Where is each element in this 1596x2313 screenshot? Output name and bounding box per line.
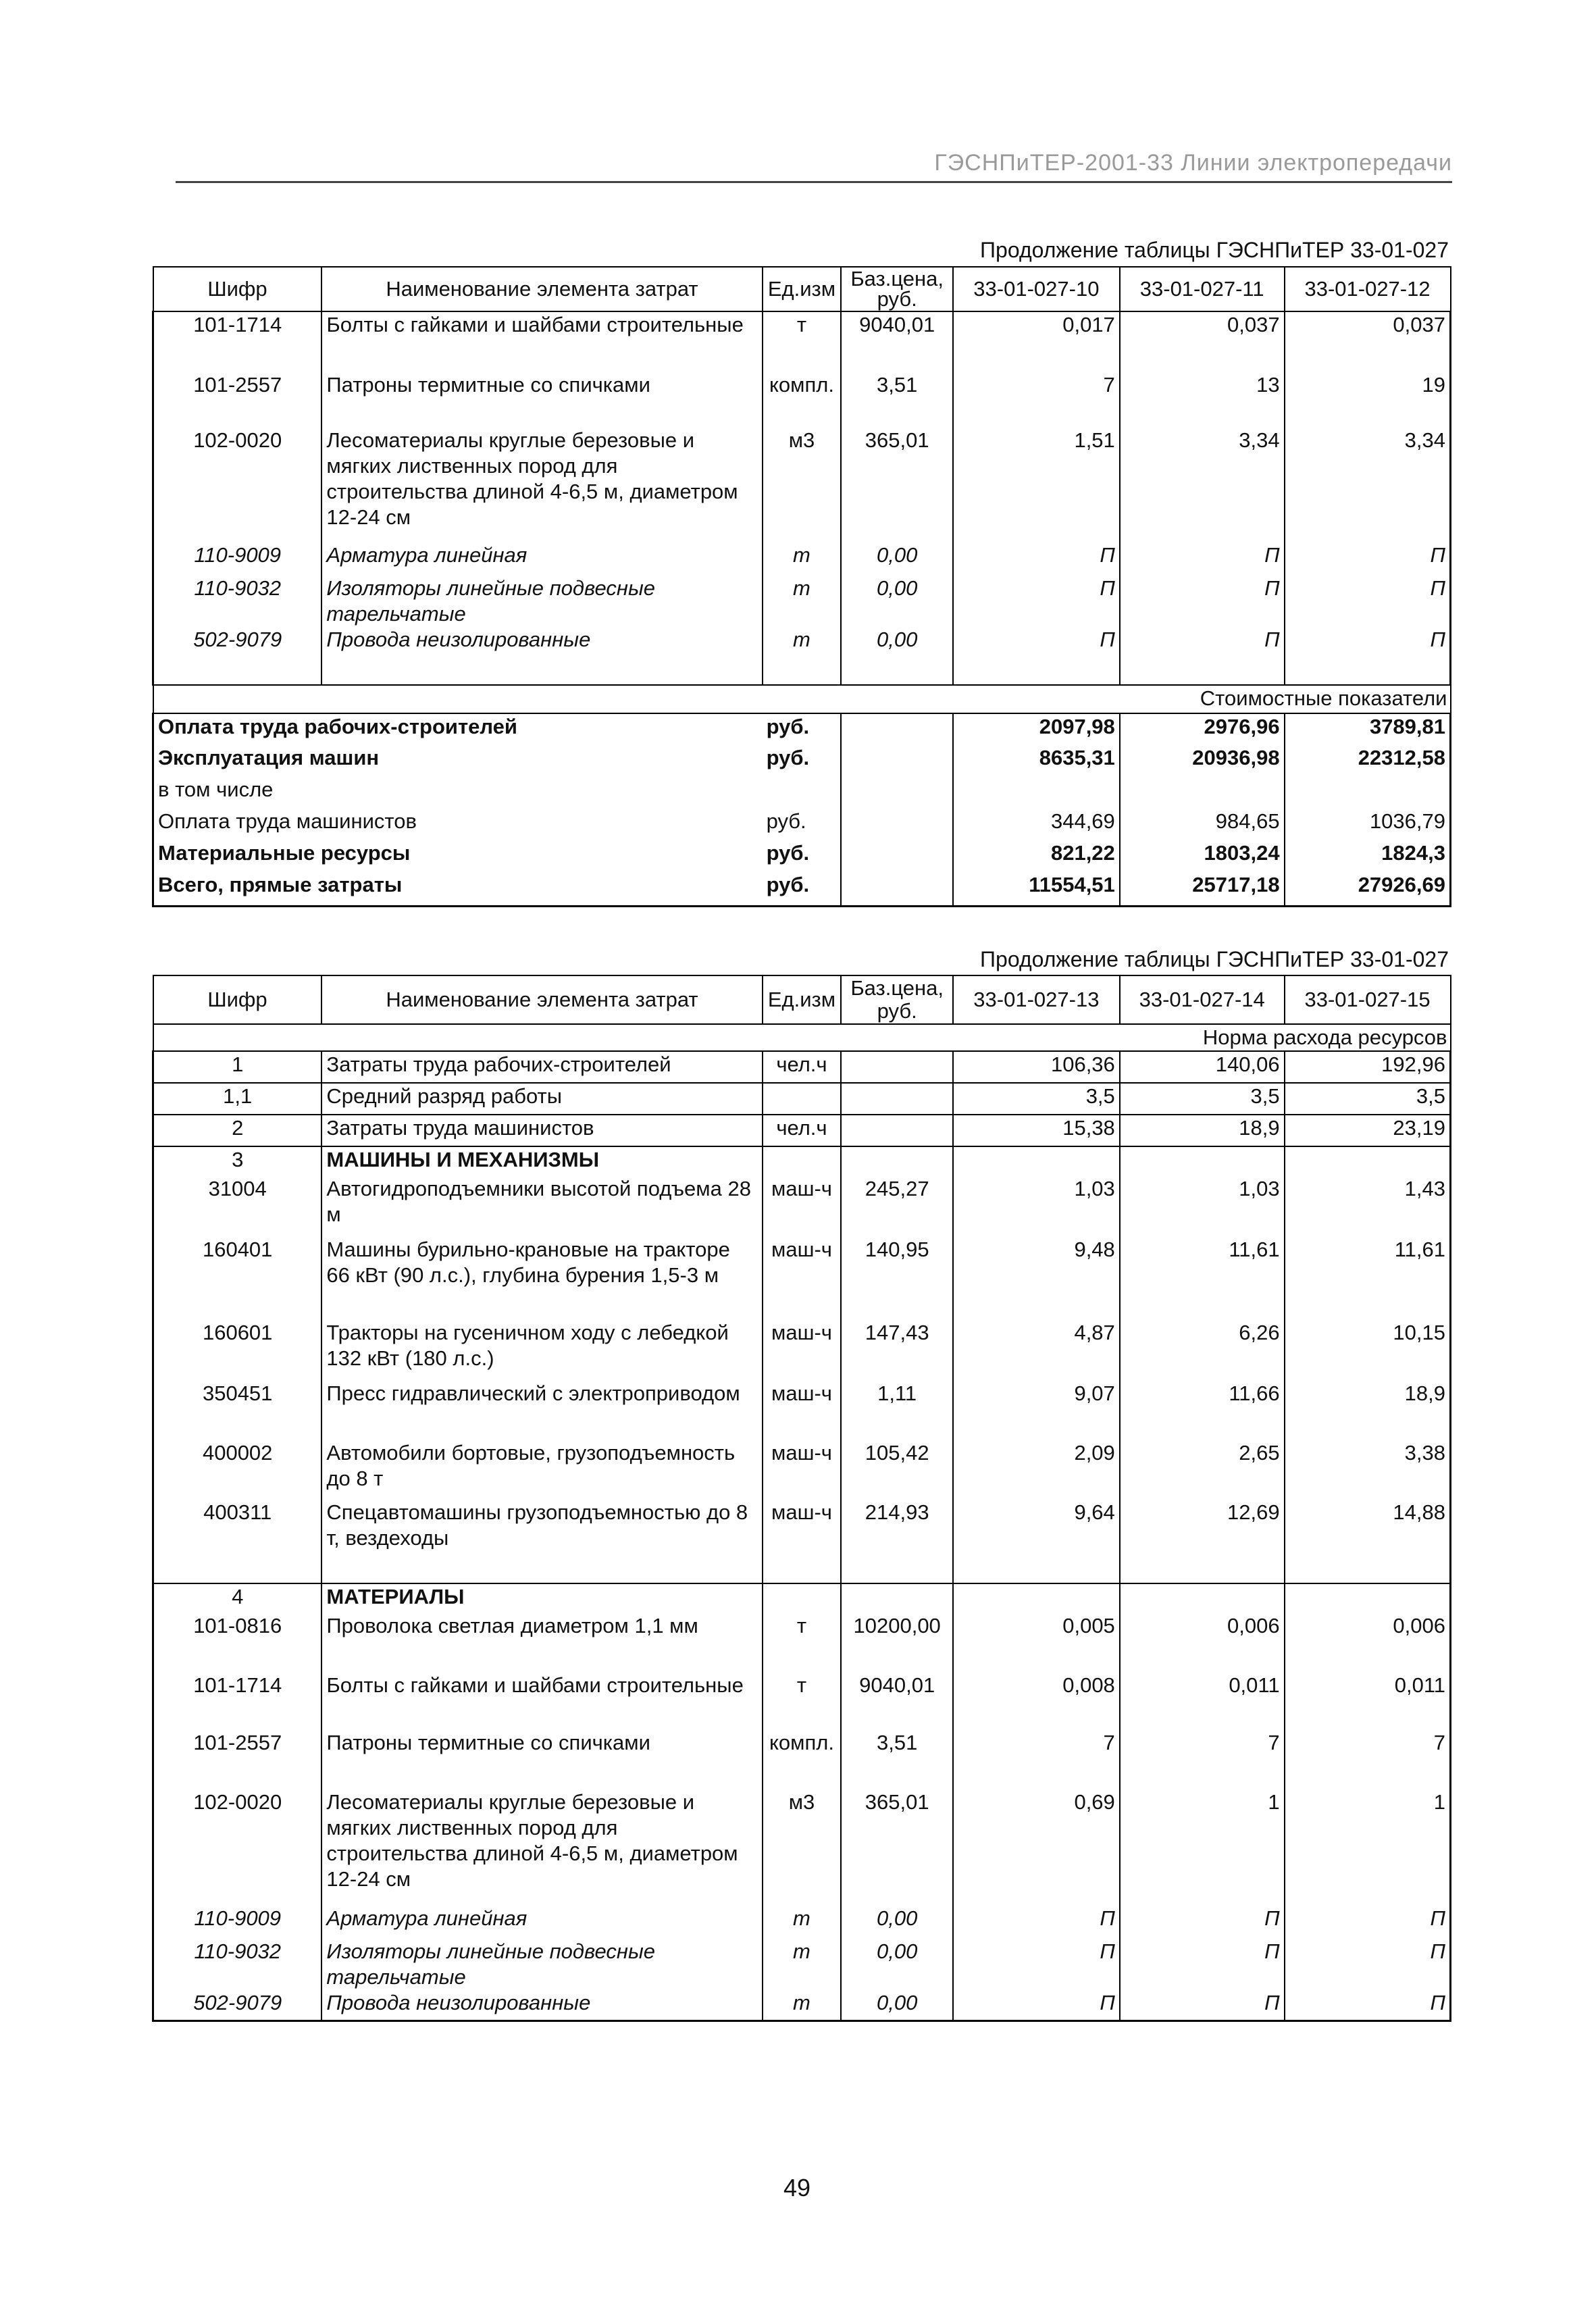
resource-code: 102-0020 <box>153 1789 322 1906</box>
resource-code: 350451 <box>153 1381 322 1440</box>
table-row <box>153 1237 1451 1320</box>
resource-name: Лесоматериалы круглые березовые и мягких лиственных пород для строительства длиной 4-6,5 м, диаметром 12-24 см <box>321 428 762 542</box>
value-col-3: 18,9 <box>1285 1381 1451 1440</box>
materials-group-row <box>153 1583 1451 1613</box>
value-col-3: 14,88 <box>1285 1500 1451 1583</box>
cost-value-3: 1824,3 <box>1285 840 1451 872</box>
value-col-2: 18,9 <box>1120 1115 1285 1146</box>
col-header-1: 33-01-027-10 <box>953 267 1120 311</box>
resource-unit: чел.ч <box>763 1051 842 1083</box>
value-col-1: 9,48 <box>953 1237 1120 1320</box>
value-col-1: П <box>953 576 1120 627</box>
table2-header-row <box>153 975 1451 1024</box>
value-col-3: П <box>1285 627 1451 685</box>
value-col-2: П <box>1120 542 1285 576</box>
cost-value-2: 2976,96 <box>1120 713 1285 745</box>
table-row <box>153 372 1451 428</box>
value-col-2: П <box>1120 1990 1285 2020</box>
cost-value-2: 984,65 <box>1120 809 1285 840</box>
resource-name: Провода неизолированные <box>321 627 762 685</box>
resource-unit: т <box>763 1990 842 2020</box>
value-col-3: 0,037 <box>1285 311 1451 372</box>
value-col-2: 0,011 <box>1120 1673 1285 1730</box>
cost-label: в том числе <box>153 777 763 809</box>
cost-value-3 <box>1285 777 1451 809</box>
resource-unit: компл. <box>763 372 842 428</box>
resource-name: Арматура линейная <box>321 542 762 576</box>
cost-value-2: 25717,18 <box>1120 872 1285 906</box>
empty-cell <box>841 745 953 777</box>
cost-row <box>153 872 1451 906</box>
table-row <box>153 1115 1451 1146</box>
empty-cell <box>953 1146 1120 1176</box>
value-col-2: П <box>1120 576 1285 627</box>
resource-price: 140,95 <box>841 1237 953 1320</box>
resource-code: 1 <box>153 1051 322 1083</box>
resource-price: 365,01 <box>841 428 953 542</box>
resource-code: 502-9079 <box>153 627 322 685</box>
value-col-1: 7 <box>953 372 1120 428</box>
resource-price: 9040,01 <box>841 311 953 372</box>
col-code-header: Шифр <box>153 975 322 1024</box>
empty-cell <box>763 1146 842 1176</box>
resource-unit: т <box>763 1613 842 1673</box>
cost-value-1: 344,69 <box>953 809 1120 840</box>
table-row <box>153 1990 1451 2020</box>
value-col-2: 11,61 <box>1120 1237 1285 1320</box>
resource-price: 245,27 <box>841 1176 953 1237</box>
value-col-2: П <box>1120 627 1285 685</box>
resource-unit: маш-ч <box>763 1500 842 1583</box>
table-row <box>153 1673 1451 1730</box>
col-header-3: 33-01-027-15 <box>1285 975 1451 1024</box>
table1-header-row <box>153 267 1451 311</box>
col-header-2: 33-01-027-14 <box>1120 975 1285 1024</box>
value-col-1: 7 <box>953 1730 1120 1789</box>
resource-name: Тракторы на гусеничном ходу с лебедкой 132 кВт (180 л.с.) <box>321 1320 762 1381</box>
value-col-1: 1,03 <box>953 1176 1120 1237</box>
table-row <box>153 1500 1451 1583</box>
resource-unit: т <box>763 1906 842 1939</box>
group-code: 4 <box>153 1583 322 1613</box>
cost-value-2 <box>1120 777 1285 809</box>
value-col-3: 11,61 <box>1285 1237 1451 1320</box>
resource-price: 0,00 <box>841 627 953 685</box>
resource-name: Пресс гидравлический с электроприводом <box>321 1381 762 1440</box>
resource-code: 101-2557 <box>153 1730 322 1789</box>
cost-unit <box>763 777 842 809</box>
cost-label: Всего, прямые затраты <box>153 872 763 906</box>
value-col-1: 0,017 <box>953 311 1120 372</box>
group-title: МАТЕРИАЛЫ <box>321 1583 762 1613</box>
value-col-1: 0,008 <box>953 1673 1120 1730</box>
cost-row <box>153 713 1451 745</box>
cost-row <box>153 777 1451 809</box>
resource-price: 9040,01 <box>841 1673 953 1730</box>
resource-code: 1,1 <box>153 1083 322 1115</box>
value-col-1: 4,87 <box>953 1320 1120 1381</box>
resource-price <box>841 1051 953 1083</box>
resource-price: 1,11 <box>841 1381 953 1440</box>
resource-name: Машины бурильно-крановые на тракторе 66 кВт (90 л.с.), глубина бурения 1,5-3 м <box>321 1237 762 1320</box>
cost-unit: руб. <box>763 745 842 777</box>
resource-price: 365,01 <box>841 1789 953 1906</box>
norm-section-row <box>153 1024 1451 1051</box>
resource-code: 160401 <box>153 1237 322 1320</box>
resource-name: Патроны термитные со спичками <box>321 1730 762 1789</box>
empty-cell <box>841 1583 953 1613</box>
table1 <box>152 266 1451 907</box>
value-col-3: П <box>1285 542 1451 576</box>
table-row <box>153 1789 1451 1906</box>
value-col-1: 0,005 <box>953 1613 1120 1673</box>
value-col-3: 192,96 <box>1285 1051 1451 1083</box>
col-unit-header: Ед.изм <box>763 267 842 311</box>
value-col-2: 6,26 <box>1120 1320 1285 1381</box>
table1-caption: Продолжение таблицы ГЭСНПиТЕР 33-01-027 <box>980 238 1449 262</box>
resource-name: Болты с гайками и шайбами строительные <box>321 1673 762 1730</box>
value-col-3: 3,5 <box>1285 1083 1451 1115</box>
running-header: ГЭСНПиТЕР-2001-33 Линии электропередачи <box>934 150 1452 176</box>
resource-price: 0,00 <box>841 576 953 627</box>
table-row <box>153 1176 1451 1237</box>
resource-price: 214,93 <box>841 1500 953 1583</box>
resource-price <box>841 1083 953 1115</box>
col-header-3: 33-01-027-12 <box>1285 267 1451 311</box>
value-col-3: 3,38 <box>1285 1440 1451 1500</box>
value-col-2: 1,03 <box>1120 1176 1285 1237</box>
cost-label: Оплата труда рабочих-строителей <box>153 713 763 745</box>
value-col-2: П <box>1120 1939 1285 1990</box>
resource-price: 0,00 <box>841 1990 953 2020</box>
col-header-2: 33-01-027-11 <box>1120 267 1285 311</box>
table-row <box>153 542 1451 576</box>
value-col-2: 0,006 <box>1120 1613 1285 1673</box>
cost-value-2: 20936,98 <box>1120 745 1285 777</box>
cost-unit: руб. <box>763 872 842 906</box>
table-row <box>153 428 1451 542</box>
value-col-1: 3,5 <box>953 1083 1120 1115</box>
resource-name: Автогидроподъемники высотой подъема 28 м <box>321 1176 762 1237</box>
value-col-1: П <box>953 1906 1120 1939</box>
col-name-header: Наименование элемента затрат <box>321 975 762 1024</box>
col-price-header: Баз.цена, руб. <box>841 975 953 1024</box>
empty-cell <box>841 840 953 872</box>
resource-name: Средний разряд работы <box>321 1083 762 1115</box>
col-price-header: Баз.цена, руб. <box>841 267 953 311</box>
resource-unit: компл. <box>763 1730 842 1789</box>
resource-name: Изоляторы линейные подвесные тарельчатые <box>321 576 762 627</box>
value-col-3: 1,43 <box>1285 1176 1451 1237</box>
resource-unit: маш-ч <box>763 1381 842 1440</box>
resource-code: 31004 <box>153 1176 322 1237</box>
page-number: 49 <box>783 2174 811 2202</box>
resource-name: Патроны термитные со спичками <box>321 372 762 428</box>
resource-price: 147,43 <box>841 1320 953 1381</box>
resource-code: 400002 <box>153 1440 322 1500</box>
value-col-1: 9,64 <box>953 1500 1120 1583</box>
table-row <box>153 576 1451 627</box>
empty-cell <box>1120 1583 1285 1613</box>
section-label: Стоимостные показатели <box>153 685 1451 713</box>
resource-unit: маш-ч <box>763 1237 842 1320</box>
resource-unit: м3 <box>763 1789 842 1906</box>
table2 <box>152 975 1451 2022</box>
resource-code: 400311 <box>153 1500 322 1583</box>
table-row <box>153 1381 1451 1440</box>
resource-name: Затраты труда рабочих-строителей <box>321 1051 762 1083</box>
empty-cell <box>841 713 953 745</box>
cost-value-3: 22312,58 <box>1285 745 1451 777</box>
value-col-1: 9,07 <box>953 1381 1120 1440</box>
table-row <box>153 1051 1451 1083</box>
empty-cell <box>1285 1146 1451 1176</box>
table-row <box>153 1906 1451 1939</box>
empty-cell <box>1285 1583 1451 1613</box>
cost-value-1: 821,22 <box>953 840 1120 872</box>
resource-unit: т <box>763 1673 842 1730</box>
section-label: Норма расхода ресурсов <box>153 1024 1451 1051</box>
empty-cell <box>841 777 953 809</box>
table2-caption: Продолжение таблицы ГЭСНПиТЕР 33-01-027 <box>980 947 1449 971</box>
cost-unit: руб. <box>763 809 842 840</box>
value-col-3: 7 <box>1285 1730 1451 1789</box>
table-row <box>153 311 1451 372</box>
empty-cell <box>841 809 953 840</box>
value-col-3: П <box>1285 1939 1451 1990</box>
resource-name: Автомобили бортовые, грузоподъемность до 8 т <box>321 1440 762 1500</box>
value-col-3: П <box>1285 576 1451 627</box>
resource-code: 502-9079 <box>153 1990 322 2020</box>
cost-value-1: 11554,51 <box>953 872 1120 906</box>
cost-unit: руб. <box>763 713 842 745</box>
cost-value-3: 27926,69 <box>1285 872 1451 906</box>
cost-section-row <box>153 685 1451 713</box>
value-col-1: П <box>953 1990 1120 2020</box>
resource-name: Проволока светлая диаметром 1,1 мм <box>321 1613 762 1673</box>
value-col-1: 1,51 <box>953 428 1120 542</box>
resource-code: 102-0020 <box>153 428 322 542</box>
cost-label: Оплата труда машинистов <box>153 809 763 840</box>
cost-row <box>153 809 1451 840</box>
resource-code: 160601 <box>153 1320 322 1381</box>
resource-unit: м3 <box>763 428 842 542</box>
value-col-1: П <box>953 627 1120 685</box>
resource-unit: т <box>763 542 842 576</box>
empty-cell <box>763 1583 842 1613</box>
resource-code: 110-9009 <box>153 542 322 576</box>
resource-code: 2 <box>153 1115 322 1146</box>
value-col-3: 0,011 <box>1285 1673 1451 1730</box>
resource-name: Болты с гайками и шайбами строительные <box>321 311 762 372</box>
value-col-1: П <box>953 1939 1120 1990</box>
machines-group-row <box>153 1146 1451 1176</box>
col-name-header: Наименование элемента затрат <box>321 267 762 311</box>
resource-price: 3,51 <box>841 372 953 428</box>
resource-code: 110-9032 <box>153 576 322 627</box>
value-col-1: 15,38 <box>953 1115 1120 1146</box>
cost-row <box>153 745 1451 777</box>
value-col-2: 2,65 <box>1120 1440 1285 1500</box>
resource-code: 101-1714 <box>153 1673 322 1730</box>
cost-value-1 <box>953 777 1120 809</box>
resource-price: 105,42 <box>841 1440 953 1500</box>
group-code: 3 <box>153 1146 322 1176</box>
value-col-1: 2,09 <box>953 1440 1120 1500</box>
resource-name: Спецавтомашины грузоподъемностью до 8 т, вездеходы <box>321 1500 762 1583</box>
table-row <box>153 1613 1451 1673</box>
table-row <box>153 1320 1451 1381</box>
resource-price: 3,51 <box>841 1730 953 1789</box>
value-col-1: 106,36 <box>953 1051 1120 1083</box>
table-row <box>153 1440 1451 1500</box>
resource-unit: т <box>763 576 842 627</box>
value-col-3: П <box>1285 1990 1451 2020</box>
resource-name: Арматура линейная <box>321 1906 762 1939</box>
cost-value-1: 2097,98 <box>953 713 1120 745</box>
resource-unit: т <box>763 627 842 685</box>
cost-value-2: 1803,24 <box>1120 840 1285 872</box>
resource-code: 101-1714 <box>153 311 322 372</box>
resource-unit: т <box>763 1939 842 1990</box>
value-col-2: 3,34 <box>1120 428 1285 542</box>
resource-price: 10200,00 <box>841 1613 953 1673</box>
value-col-3: 19 <box>1285 372 1451 428</box>
resource-unit: маш-ч <box>763 1320 842 1381</box>
value-col-2: 1 <box>1120 1789 1285 1906</box>
empty-cell <box>1120 1146 1285 1176</box>
value-col-3: 1 <box>1285 1789 1451 1906</box>
cost-label: Эксплуатация машин <box>153 745 763 777</box>
cost-row <box>153 840 1451 872</box>
empty-cell <box>841 872 953 906</box>
resource-price <box>841 1115 953 1146</box>
group-title: МАШИНЫ И МЕХАНИЗМЫ <box>321 1146 762 1176</box>
cost-value-3: 3789,81 <box>1285 713 1451 745</box>
resource-unit <box>763 1083 842 1115</box>
resource-price: 0,00 <box>841 1939 953 1990</box>
value-col-3: 0,006 <box>1285 1613 1451 1673</box>
value-col-2: 140,06 <box>1120 1051 1285 1083</box>
table-row <box>153 1083 1451 1115</box>
resource-unit: т <box>763 311 842 372</box>
resource-unit: маш-ч <box>763 1440 842 1500</box>
cost-unit: руб. <box>763 840 842 872</box>
value-col-2: 12,69 <box>1120 1500 1285 1583</box>
cost-value-3: 1036,79 <box>1285 809 1451 840</box>
value-col-3: П <box>1285 1906 1451 1939</box>
value-col-3: 3,34 <box>1285 428 1451 542</box>
value-col-2: 7 <box>1120 1730 1285 1789</box>
resource-code: 110-9009 <box>153 1906 322 1939</box>
resource-code: 110-9032 <box>153 1939 322 1990</box>
table-row <box>153 1730 1451 1789</box>
col-code-header: Шифр <box>153 267 322 311</box>
value-col-2: П <box>1120 1906 1285 1939</box>
resource-unit: чел.ч <box>763 1115 842 1146</box>
resource-price: 0,00 <box>841 542 953 576</box>
table-row <box>153 627 1451 685</box>
empty-cell <box>953 1583 1120 1613</box>
empty-cell <box>841 1146 953 1176</box>
table-row <box>153 1939 1451 1990</box>
resource-name: Лесоматериалы круглые березовые и мягких лиственных пород для строительства длиной 4-6,5 м, диаметром 12-24 см <box>321 1789 762 1906</box>
resource-name: Затраты труда машинистов <box>321 1115 762 1146</box>
value-col-1: 0,69 <box>953 1789 1120 1906</box>
col-header-1: 33-01-027-13 <box>953 975 1120 1024</box>
resource-name: Изоляторы линейные подвесные тарельчатые <box>321 1939 762 1990</box>
resource-price: 0,00 <box>841 1906 953 1939</box>
value-col-3: 10,15 <box>1285 1320 1451 1381</box>
resource-code: 101-2557 <box>153 372 322 428</box>
value-col-2: 3,5 <box>1120 1083 1285 1115</box>
value-col-1: П <box>953 542 1120 576</box>
resource-unit: маш-ч <box>763 1176 842 1237</box>
value-col-2: 13 <box>1120 372 1285 428</box>
header-divider <box>176 181 1452 183</box>
value-col-2: 0,037 <box>1120 311 1285 372</box>
resource-name: Провода неизолированные <box>321 1990 762 2020</box>
resource-code: 101-0816 <box>153 1613 322 1673</box>
col-unit-header: Ед.изм <box>763 975 842 1024</box>
cost-value-1: 8635,31 <box>953 745 1120 777</box>
value-col-2: 11,66 <box>1120 1381 1285 1440</box>
value-col-3: 23,19 <box>1285 1115 1451 1146</box>
cost-label: Материальные ресурсы <box>153 840 763 872</box>
